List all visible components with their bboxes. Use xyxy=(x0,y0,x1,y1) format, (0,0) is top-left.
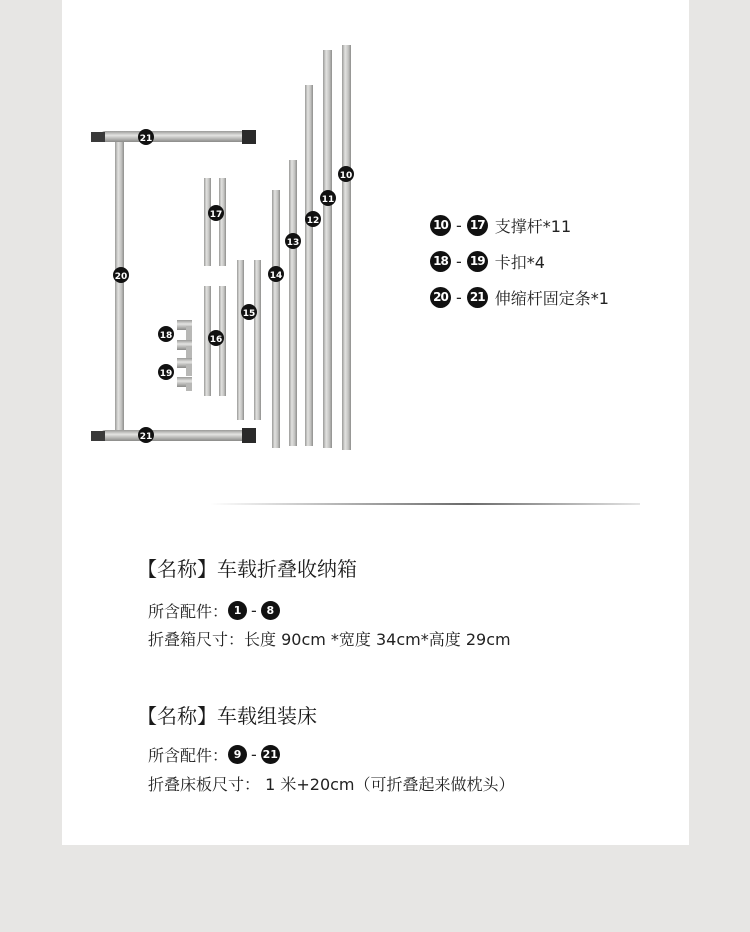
rod-17 xyxy=(204,178,226,266)
badge-20 xyxy=(113,267,129,283)
svg-text:18: 18 xyxy=(159,331,173,341)
svg-text:20: 20 xyxy=(114,272,128,282)
bottom-band xyxy=(0,845,750,932)
rod-13 xyxy=(289,160,297,446)
parts-dash: - xyxy=(251,745,257,764)
legend-text: 支撑杆*11 xyxy=(494,216,572,236)
parts-badge-from: 1 xyxy=(228,601,247,620)
legend-dash: - xyxy=(456,215,462,235)
product2-parts-line xyxy=(148,743,280,766)
badge-21-top xyxy=(138,129,154,145)
product2-size-line: 折叠床板尺寸： 1 米+20cm（可折叠起来做枕头） xyxy=(148,775,515,794)
svg-text:19: 19 xyxy=(159,369,173,379)
legend-badge-to: 21 xyxy=(467,287,488,308)
svg-text:17: 17 xyxy=(209,210,223,220)
svg-text:21: 21 xyxy=(139,432,153,442)
legend-item-clips xyxy=(430,249,545,273)
badge-11 xyxy=(320,190,336,206)
badge-15 xyxy=(241,304,257,320)
clips-18-19 xyxy=(177,320,192,391)
svg-text:10: 10 xyxy=(339,171,353,181)
product1-title: 【名称】车载折叠收纳箱 xyxy=(137,557,357,581)
parts-badge-to: 8 xyxy=(261,601,280,620)
badge-14 xyxy=(268,266,284,282)
rod-15 xyxy=(237,260,261,420)
svg-text:15: 15 xyxy=(242,309,256,319)
parts-dash: - xyxy=(251,601,257,620)
legend-badge-from: 10 xyxy=(430,215,451,236)
legend-dash: - xyxy=(456,287,462,307)
section-divider xyxy=(210,503,640,505)
telescopic-frame xyxy=(91,130,256,443)
parts-badge-from: 9 xyxy=(228,745,247,764)
parts-badge-to: 21 xyxy=(261,745,280,764)
legend-badge-from: 18 xyxy=(430,251,451,272)
rod-10 xyxy=(339,45,353,450)
legend-item-telescopic xyxy=(430,285,609,309)
svg-text:16: 16 xyxy=(209,335,223,345)
svg-text:14: 14 xyxy=(269,271,283,281)
svg-text:11: 11 xyxy=(321,195,335,205)
badge-18 xyxy=(158,326,174,342)
badge-19 xyxy=(158,364,174,380)
legend-badge-from: 20 xyxy=(430,287,451,308)
rod-12 xyxy=(305,85,313,446)
product1-size-line: 折叠箱尺寸：长度 90cm *宽度 34cm*高度 29cm xyxy=(148,630,511,649)
badge-17 xyxy=(208,205,224,221)
badge-12 xyxy=(305,211,321,227)
rod-14 xyxy=(272,190,280,448)
badge-16 xyxy=(208,330,224,346)
svg-text:21: 21 xyxy=(139,134,153,144)
legend-dash: - xyxy=(456,251,462,271)
product1-parts-line xyxy=(148,599,280,622)
legend-item-support-rods xyxy=(430,213,571,237)
rod-11 xyxy=(323,50,332,448)
badge-13 xyxy=(285,233,301,249)
svg-text:12: 12 xyxy=(306,216,320,226)
legend-badge-to: 17 xyxy=(467,215,488,236)
badge-21-bottom xyxy=(138,427,154,443)
badge-10 xyxy=(338,166,354,182)
legend-text: 伸缩杆固定条*1 xyxy=(494,288,609,308)
legend-badge-to: 19 xyxy=(467,251,488,272)
product2-title: 【名称】车载组装床 xyxy=(137,704,317,728)
legend-text: 卡扣*4 xyxy=(494,252,545,272)
parts-label: 所含配件： xyxy=(148,746,229,765)
parts-label: 所含配件： xyxy=(148,602,229,621)
svg-text:13: 13 xyxy=(286,238,300,248)
